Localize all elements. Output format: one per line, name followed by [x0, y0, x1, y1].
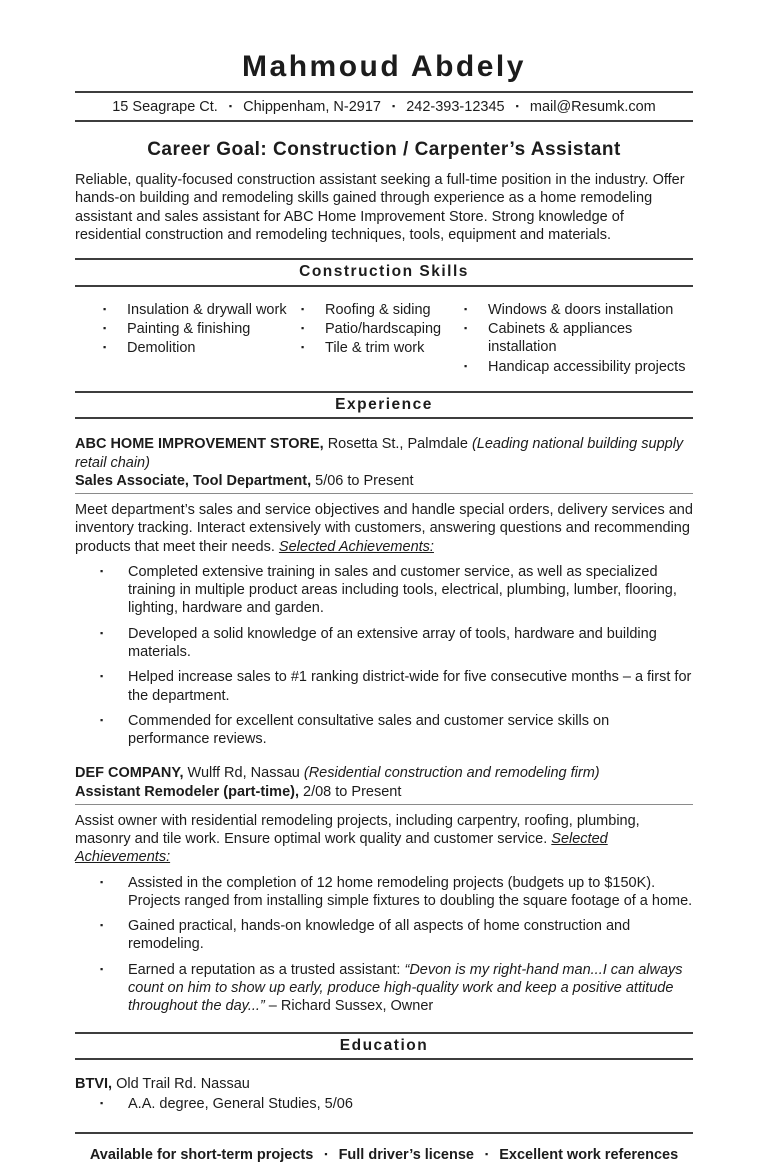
- skills-column-2: [301, 301, 464, 377]
- career-summary: Reliable, quality-focused construction assistant seeking a full-time position in the industry. Offer hands-on building and remodeling skills gained through experience as a home remodeling assistant and sales assistant for ABC Home Improvement Store. Strong knowledge of residential construction and remodeling techniques, tools, equipment and materials.: [75, 172, 685, 243]
- company-name: DEF COMPANY,: [75, 765, 184, 782]
- list-item: [103, 339, 301, 357]
- quote-lead: Earned a reputation as a trusted assistant:: [128, 961, 405, 978]
- job-dates: 5/06 to Present: [311, 472, 414, 489]
- bullet-icon: ▪: [464, 360, 468, 371]
- achievement-text: [128, 961, 693, 1016]
- quote-attribution: – Richard Sussex, Owner: [264, 998, 434, 1015]
- section-education-header: [75, 1032, 693, 1061]
- list-item: [103, 301, 301, 319]
- list-item: [75, 874, 693, 911]
- skill-label: Handicap accessibility projects: [488, 358, 686, 375]
- achievements-label: Selected Achievements:: [278, 538, 434, 555]
- rule-below-experience: [75, 417, 693, 419]
- education-school-line: [75, 1075, 693, 1093]
- list-item: [75, 712, 693, 749]
- job-title: Assistant Remodeler (part-time),: [75, 783, 299, 800]
- skills-columns: [75, 301, 693, 377]
- company-name: ABC HOME IMPROVEMENT STORE,: [75, 436, 324, 453]
- footer-item: Available for short-term projects: [89, 1146, 314, 1163]
- bullet-icon: ▪: [100, 714, 104, 725]
- bullet-icon: ▪: [103, 303, 107, 314]
- contact-phone: 242-393-12345: [406, 99, 505, 115]
- square-separator-icon: ▪: [485, 1148, 489, 1159]
- list-item: [75, 668, 693, 705]
- list-item: [75, 917, 693, 954]
- list-item: [301, 339, 464, 357]
- achievements-label: Selected Achievements:: [75, 831, 608, 866]
- list-item: [75, 625, 693, 662]
- achievement-list: [75, 563, 693, 748]
- degree-text: A.A. degree, General Studies, 5/06: [128, 1096, 353, 1113]
- list-item: [103, 320, 301, 338]
- job-summary: [75, 812, 693, 867]
- quote-text: “Devon is my right-hand man...I can always count on him to show up early, produce high-quality work and keep a positive attitude throughout the day...”: [128, 961, 683, 1015]
- achievement-text: Assisted in the completion of 12 home remodeling projects (budgets up to $150K). Projects ranged from installing simple fixtures to doubling the square footage of a home.: [128, 874, 693, 909]
- job-title-line: [75, 783, 693, 801]
- bullet-icon: ▪: [464, 323, 468, 334]
- skill-label: Windows & doors installation: [488, 301, 674, 318]
- achievement-text: Gained practical, hands-on knowledge of all aspects of home construction and remodeling.: [128, 918, 631, 953]
- bullet-icon: ▪: [103, 342, 107, 353]
- section-skills-header: [75, 258, 693, 287]
- job-entry-def: [75, 764, 693, 1015]
- education-list: [75, 1095, 693, 1113]
- footer-highlights: [75, 1146, 693, 1164]
- job-title-line: [75, 472, 693, 490]
- bullet-icon: ▪: [100, 1098, 104, 1109]
- square-separator-icon: ▪: [515, 101, 519, 111]
- bullet-icon: ▪: [301, 323, 305, 334]
- bullet-icon: ▪: [100, 963, 104, 974]
- bullet-icon: ▪: [301, 303, 305, 314]
- skill-label: Painting & finishing: [127, 321, 251, 338]
- person-name: Mahmoud Abdely: [242, 50, 526, 83]
- job-title: Sales Associate, Tool Department,: [75, 472, 312, 489]
- job-summary: [75, 501, 693, 556]
- list-item: [75, 961, 693, 1016]
- job-summary-text: Meet department’s sales and service objectives and handle special orders, delivery services and inventory tracking. Interact extensively with customers, answering questions and recommending products that meet their needs.: [75, 502, 693, 555]
- bullet-icon: ▪: [100, 876, 104, 887]
- rule-under-job-title: [75, 493, 693, 494]
- list-item: [464, 358, 688, 376]
- rule-under-contact: [75, 120, 693, 122]
- company-descriptor: (Leading national building supply retail chain): [75, 436, 684, 471]
- achievement-list: [75, 874, 693, 1016]
- skill-label: Roofing & siding: [325, 301, 431, 318]
- square-separator-icon: ▪: [324, 1148, 328, 1159]
- job-dates: 2/08 to Present: [299, 783, 402, 800]
- school-address: Old Trail Rd. Nassau: [112, 1076, 250, 1093]
- job-entry-abc: [75, 435, 693, 748]
- achievement-text: Helped increase sales to #1 ranking district-wide for five consecutive months – a first for the department.: [128, 669, 692, 704]
- skill-label: Cabinets & appliances installation: [488, 321, 633, 356]
- skills-column-1: [103, 301, 301, 377]
- bullet-icon: ▪: [301, 342, 305, 353]
- company-location: Wulff Rd, Nassau: [183, 765, 304, 782]
- bullet-icon: ▪: [464, 303, 468, 314]
- school-name: BTVI,: [75, 1076, 113, 1093]
- contact-email: mail@Resumk.com: [529, 99, 656, 115]
- list-item: [301, 301, 464, 319]
- square-separator-icon: ▪: [391, 101, 396, 111]
- bullet-icon: ▪: [100, 565, 104, 576]
- contact-line: [75, 98, 693, 116]
- footer-item: Excellent work references: [499, 1146, 679, 1163]
- section-experience-header: [75, 391, 693, 420]
- company-location: Rosetta St., Palmdale: [323, 436, 472, 453]
- experience-heading: Experience: [335, 395, 433, 413]
- skill-label: Patio/hardscaping: [325, 321, 442, 338]
- bullet-icon: ▪: [100, 627, 104, 638]
- contact-city: Chippenham, N-2917: [243, 99, 381, 115]
- list-item: [75, 563, 693, 618]
- rule-under-name: [75, 91, 693, 93]
- rule-under-job-title: [75, 804, 693, 805]
- skill-label: Tile & trim work: [325, 340, 425, 357]
- skills-heading: Construction Skills: [299, 263, 469, 281]
- career-goal-title: Career Goal: Construction / Carpenter’s Assistant: [147, 139, 621, 161]
- rule-below-education: [75, 1058, 693, 1060]
- job-company-line: [75, 435, 693, 472]
- bullet-icon: ▪: [103, 323, 107, 334]
- bullet-icon: ▪: [100, 671, 104, 682]
- skills-column-3: [464, 301, 688, 377]
- list-item: [75, 1095, 693, 1113]
- bullet-icon: ▪: [100, 920, 104, 931]
- skill-label: Demolition: [127, 340, 196, 357]
- list-item: [464, 301, 688, 319]
- list-item: [301, 320, 464, 338]
- square-separator-icon: ▪: [228, 101, 233, 111]
- contact-address: 15 Seagrape Ct.: [112, 99, 218, 115]
- rule-above-footer: [75, 1132, 693, 1134]
- skill-label: Insulation & drywall work: [127, 301, 287, 318]
- education-heading: Education: [339, 1036, 429, 1054]
- rule-below-skills: [75, 285, 693, 287]
- list-item: [464, 320, 688, 357]
- job-summary-text: Assist owner with residential remodeling projects, including carpentry, roofing, plumbing, masonry and tile work. Ensure optimal work quality and customer service.: [75, 812, 640, 848]
- company-descriptor: (Residential construction and remodeling firm): [303, 765, 600, 782]
- achievement-text: Commended for excellent consultative sales and customer service skills on performance reviews.: [128, 712, 610, 748]
- achievement-text: Developed a solid knowledge of an extensive array of tools, hardware and building materials.: [128, 625, 657, 661]
- job-company-line: [75, 764, 693, 782]
- footer-item: Full driver’s license: [338, 1146, 474, 1163]
- achievement-text: Completed extensive training in sales and customer service, as well as specialized training in multiple product areas including tools, electrical, plumbing, lumber, flooring, lighting, hardware and garden.: [128, 563, 677, 617]
